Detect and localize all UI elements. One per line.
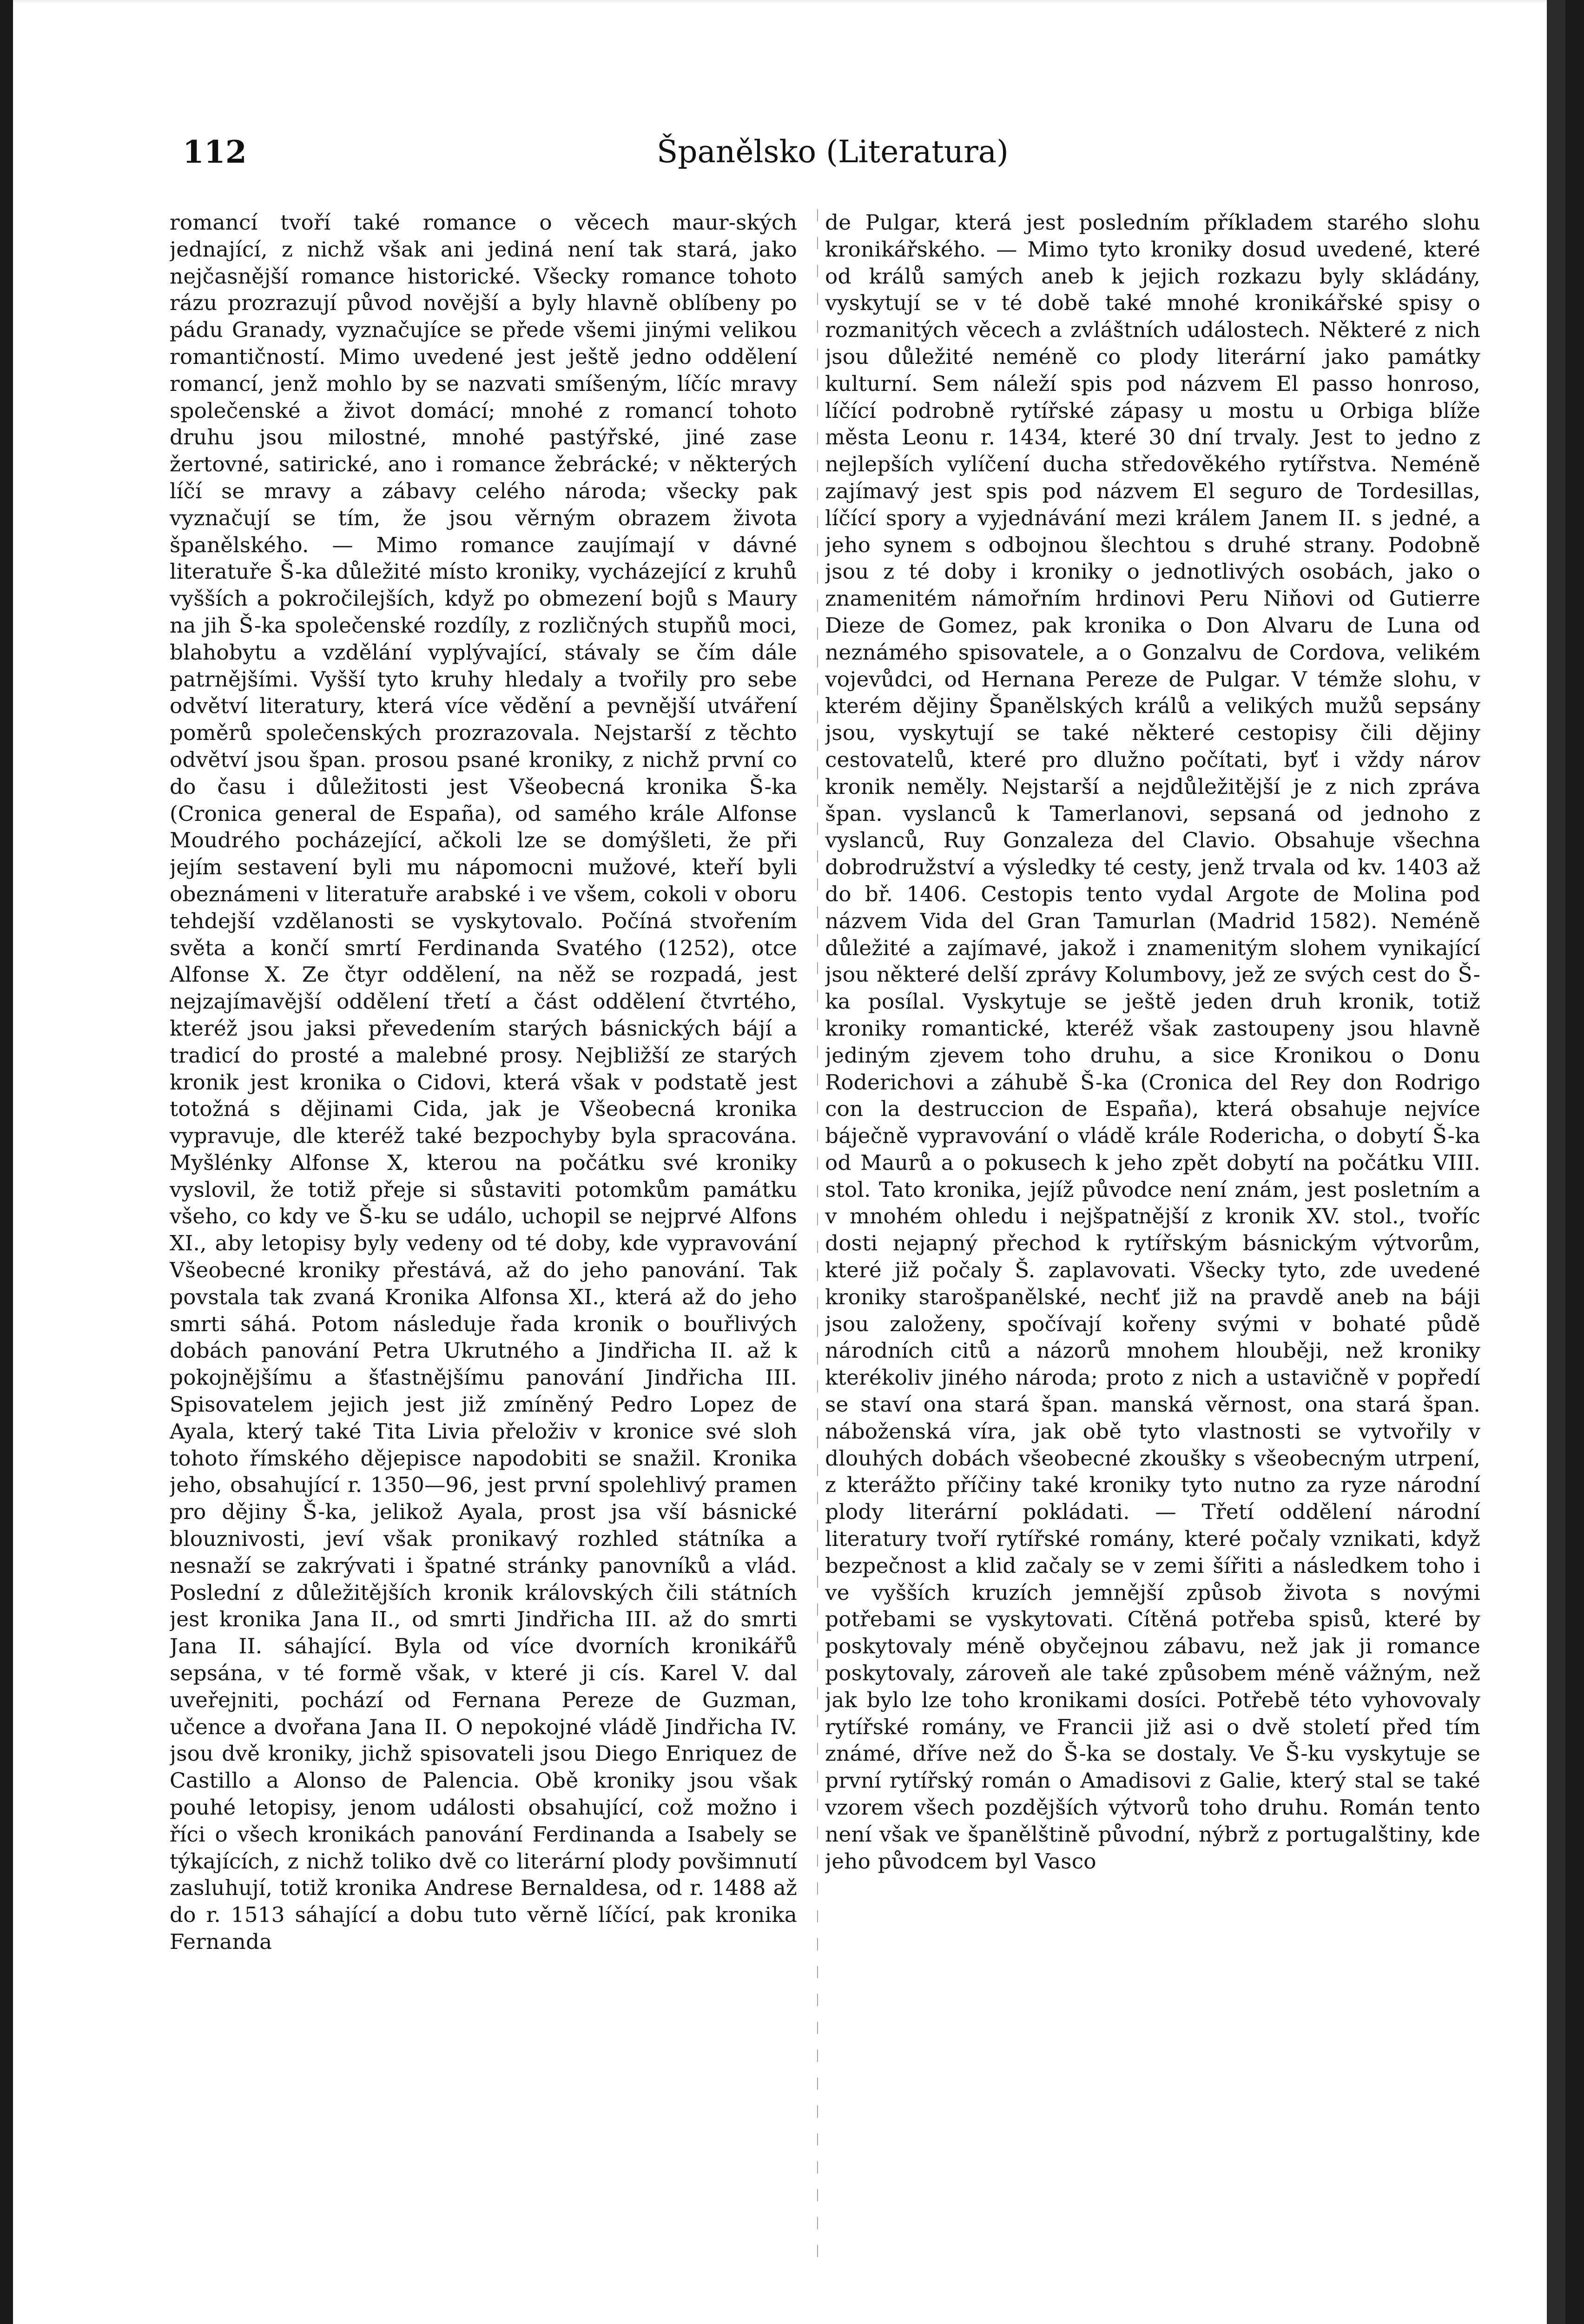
book-page [13, 0, 1565, 2324]
page-edge-shadow [1547, 0, 1565, 2324]
running-title: Španělsko (Literatura) [657, 134, 1009, 170]
column-divider [817, 209, 818, 2264]
right-column [825, 209, 1480, 2273]
page-number: 112 [183, 134, 247, 170]
page-header [183, 134, 1009, 176]
left-column [170, 209, 797, 2273]
left-column-text: romancí tvoří také romance o věcech maur-ských jednající, z nichž však ani jediná není tak stará, jako nejčasnější romance historické. Všecky romance tohoto rázu prozrazují původ novější a byly hlavně oblíbeny po pádu Granady, vyznačujíce se přede všemi jinými velikou romantičností. Mimo uvedené jest ještě jedno oddělení romancí, jenž mohlo by se nazvati smíšeným, líčíc mravy společenské a život domácí; mnohé z romancí tohoto druhu jsou milostné, mnohé pastýřské, jiné zase žertovné, satirické, ano i romance žebrácké; v některých líčí se mravy a zábavy celého národa; všecky pak vyznačují se tím, že jsou věrným obrazem života španělského. — Mimo romance zaujímají v dávné literatuře Š-ka důležité místo kroniky, vycházející z kruhů vyšších a pokročilejších, když po obmezení bojů s Maury na jih Š-ka společenské rozdíly, z rozličných stupňů moci, blahobytu a vzdělání vyplývající, stávaly se čím dále patrnějšími. Vyšší tyto kruhy hledaly a tvořily pro sebe odvětví literatury, která více vědění a pevnější utváření poměrů společenských prozrazovala. Nejstarší z těchto odvětví jsou špan. prosou psané kroniky, z nichž první co do času i důležitosti jest Všeobecná kronika Š-ka (Cronica general de España), od samého krále Alfonse Moudrého pocházející, ačkoli lze se domýšleti, že při jejím sestavení byli mu nápomocni mužové, kteří byli obeznámeni v literatuře arabské i ve všem, cokoli v oboru tehdejší vzdělanosti se vyskytovalo. Počíná stvořením světa a končí smrtí Ferdinanda Svatého (1252), otce Alfonse X. Ze čtyr oddělení, na něž se rozpadá, jest nejzajímavější oddělení třetí a část oddělení čtvrtého, kteréž jsou jaksi převedením starých básnických bájí a tradicí do prosté a malebné prosy. Nejbližší ze starých kronik jest kronika o Cidovi, která však v podstatě jest totožná s dějinami Cida, jak je Všeobecná kronika vypravuje, dle kteréž také bezpochyby byla spracována. Myšlénky Alfonse X, kterou na počátku své kroniky vyslovil, že totiž přeje si sůstaviti potomkům památku všeho, co kdy ve Š-ku se událo, uchopil se nejprvé Alfons XI., aby letopisy byly vedeny od té doby, kde vypravování Všeobecné kroniky přestává, až do jeho panování. Tak povstala tak zvaná Kronika Alfonsa XI., která až do jeho smrti sáhá. Potom následuje řada kronik o bouřlivých dobách panování Petra Ukrutného a Jindřicha II. až k pokojnějšímu a šťastnějšímu panování Jindřicha III. Spisovatelem jejich jest již zmíněný Pedro Lopez de Ayala, který také Tita Livia přeloživ v kronice své sloh tohoto římského dějepisce napodobiti se snažil. Kronika jeho, obsahující r. 1350—96, jest první spolehlivý pramen pro dějiny Š-ka, jelikož Ayala, prost jsa vší básnické blouznivosti, jeví však pronikavý rozhled státníka a nesnaží se zakrývati i špatné stránky panovníků a vlád. Poslední z důležitějších kronik královských čili státních jest kronika Jana II., od smrti Jindřicha III. až do smrti Jana II. sáhající. Byla od více dvorních kronikářů sepsána, v té formě však, v které ji cís. Karel V. dal uveřejniti, pochází od Fernana Pereze de Guzman, učence a dvořana Jana II. O nepokojné vládě Jindřicha IV. jsou dvě kroniky, jichž spisovateli jsou Diego Enriquez de Castillo a Alonso de Palencia. Obě kroniky jsou však pouhé letopisy, jenom události obsahující, což možno i říci o všech kronikách panování Ferdinanda a Isabely se týkajících, z nichž toliko dvě co literární plody povšimnutí zasluhují, totiž kronika Andrese Bernaldesa, od r. 1488 až do r. 1513 sáhající a dobu tuto věrně líčící, pak kronika Fernanda [170, 210, 797, 1954]
right-column-text: de Pulgar, která jest posledním příkladem starého slohu kronikářského. — Mimo tyto kroniky dosud uvedené, které od králů samých aneb k jejich rozkazu byly skládány, vyskytují se v té době také mnohé kronikářské spisy o rozmanitých věcech a zvláštních událostech. Některé z nich jsou důležité neméně co plody literární jako památky kulturní. Sem náleží spis pod názvem El passo honroso, líčící podrobně rytířské zápasy u mostu u Orbiga blíže města Leonu r. 1434, které 30 dní trvaly. Jest to jedno z nejlepších vylíčení ducha středověkého rytířstva. Neméně zajímavý jest spis pod názvem El seguro de Tordesillas, líčící spory a vyjednávání mezi králem Janem II. s jedné, a jeho synem s odbojnou šlechtou s druhé strany. Podobně jsou z té doby i kroniky o jednotlivých osobách, jako o znamenitém námořním hrdinovi Peru Niňovi od Gutierre Dieze de Gomez, pak kronika o Don Alvaru de Luna od neznámého spisovatele, a o Gonzalvu de Cordova, velikém vojevůdci, od Hernana Pereze de Pulgar. V témže slohu, v kterém dějiny Španělských králů a velikých mužů sepsány jsou, vyskytují se také některé cestopisy čili dějiny cestovatelů, které pro dlužno počítati, byť i vždy nárov kronik neměly. Nejstarší a nejdůležitější je z nich zpráva špan. vyslanců k Tamerlanovi, sepsaná od jednoho z vyslanců, Ruy Gonzaleza del Clavio. Obsahuje všechna dobrodružství a výsledky té cesty, jenž trvala od kv. 1403 až do bř. 1406. Cestopis tento vydal Argote de Molina pod názvem Vida del Gran Tamurlan (Madrid 1582). Neméně důležité a zajímavé, jakož i znamenitým slohem vynikající jsou některé delší zprávy Kolumbovy, jež ze svých cest do Š-ka posílal. Vyskytuje se ještě jeden druh kronik, totiž kroniky romantické, kteréž však zastoupeny jsou hlavně jediným zjevem toho druhu, a sice Kronikou o Donu Roderichovi a záhubě Š-ka (Cronica del Rey don Rodrigo con la destruccion de España), která obsahuje nejvíce báječně vypravování o vládě krále Rodericha, o dobytí Š-ka od Maurů a o pokusech k jeho zpět dobytí na počátku VIII. stol. Tato kronika, jejíž původce není znám, jest posletním a v mnohém ohledu i nejšpatnější z kronik XV. stol., tvoříc dosti nejapný přechod k rytířským básnickým výtvorům, které již počaly Š. zaplavovati. Všecky tyto, zde uvedené kroniky starošpanělské, nechť již na pravdě aneb na báji jsou založeny, spočívají kořeny svými v bohaté půdě národních citů a názorů mnohem hlouběji, než kroniky kterékoliv jiného národa; proto z nich a ustavičně v popředí se staví ona stará špan. manská věrnost, ona stará špan. náboženská víra, jak obě tyto vlastnosti se vytvořily v dlouhých dobách všeobecné zkoušky s všeobecným utrpení, z kterážto příčiny také kroniky tyto nutno za ryze národní plody literární pokládati. — Třetí oddělení národní literatury tvoří rytířské romány, které počaly vznikati, když bezpečnost a klid začaly se v zemi šířiti a následkem toho i ve vyšších kruzích jemnější způsob života s novými potřebami se vyskytovati. Cítěná potřeba spisů, které by poskytovaly méně obyčejnou zábavu, než jak ji romance poskytovaly, zároveň ale také způsobem méně vážným, než jak bylo lze toho kronikami dosíci. Potřebě této vyhovovaly rytířské romány, ve Francii již asi o dvě století před tím známé, dříve než do Š-ka se dostaly. Ve Š-ku vyskytuje se první rytířský román o Amadisovi z Galie, který stal se také vzorem všech pozdějších výtvorů toho druhu. Román tento není však ve španělštině původní, nýbrž z portugalštiny, kde jeho původcem byl Vasco [825, 210, 1480, 1874]
